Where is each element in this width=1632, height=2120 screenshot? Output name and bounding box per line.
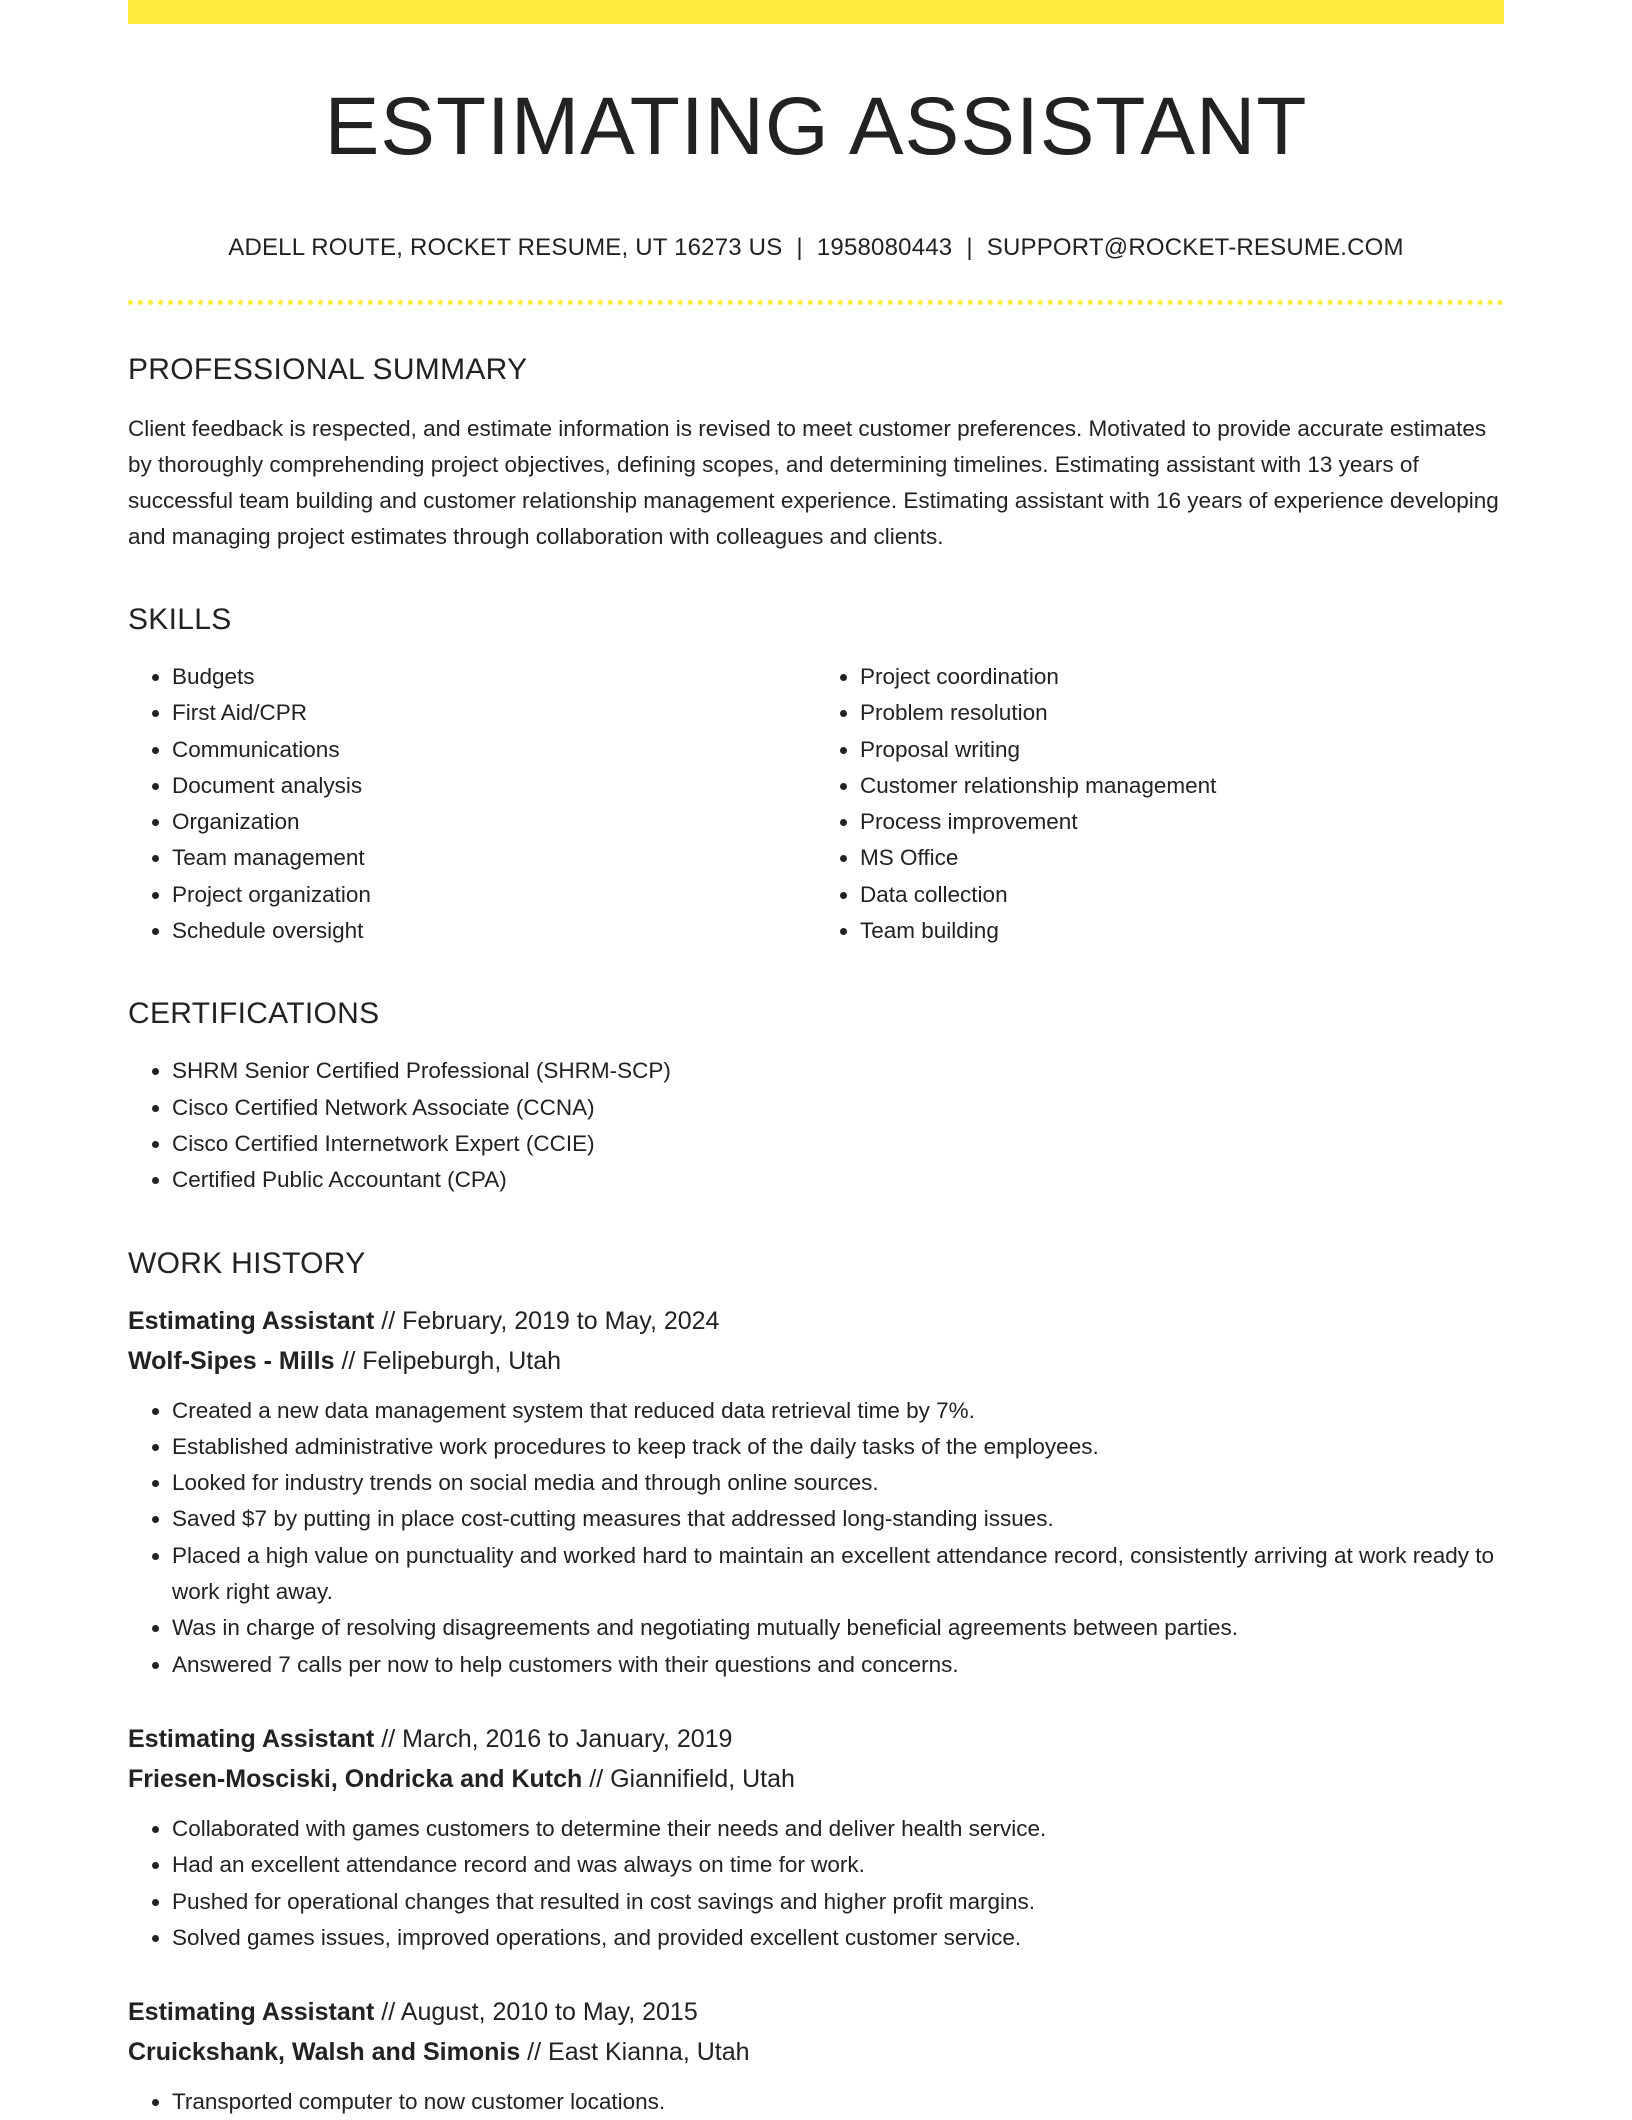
resume-title: ESTIMATING ASSISTANT: [324, 81, 1308, 172]
section-heading-certifications: CERTIFICATIONS: [128, 997, 380, 1031]
job-title-line: [128, 1719, 1504, 1759]
job-entry: [128, 1992, 1504, 2120]
certification-item: • Certified Public Accountant (CPA): [172, 1162, 1504, 1198]
job-dates: // February, 2019 to May, 2024: [374, 1306, 720, 1335]
skill-item: • Process improvement: [860, 804, 1504, 840]
job-company-line: [128, 1759, 1504, 1799]
skill-item: • Communications: [172, 732, 816, 768]
job-bullets: [128, 1811, 1504, 1956]
certifications-list: [128, 1053, 1504, 1198]
certification-item: • Cisco Certified Network Associate (CCNA): [172, 1090, 1504, 1126]
contact-separator: |: [966, 234, 973, 261]
skill-item: • Proposal writing: [860, 732, 1504, 768]
skill-item: • Data collection: [860, 877, 1504, 913]
contact-address: ADELL ROUTE, ROCKET RESUME, UT 16273 US: [228, 234, 783, 261]
job-bullet: • Pushed for operational changes that resulted in cost savings and higher profit margins.: [172, 1884, 1504, 1920]
job-location: // East Kianna, Utah: [520, 2038, 750, 2067]
contact-separator: |: [796, 234, 803, 261]
job-entry: [128, 1301, 1504, 1683]
contact-phone: 1958080443: [816, 234, 953, 261]
contact-line: [128, 234, 1504, 262]
skill-item: • Budgets: [172, 659, 816, 695]
dotted-divider: [128, 300, 1504, 305]
job-location: // Giannifield, Utah: [582, 1764, 795, 1793]
skill-item: • Team building: [860, 913, 1504, 949]
job-bullet: • Placed a high value on punctuality and worked hard to maintain an excellent attendance record, consistently arriving at work ready to work right away.: [172, 1538, 1504, 1611]
skill-item: • Problem resolution: [860, 695, 1504, 731]
job-bullet: • Created a new data management system that reduced data retrieval time by 7%.: [172, 1393, 1504, 1429]
job-location: // Felipeburgh, Utah: [334, 1346, 562, 1375]
skills-list: [128, 659, 1504, 949]
resume-page: [128, 0, 1504, 2120]
job-company: Cruickshank, Walsh and Simonis: [128, 2038, 521, 2067]
job-entry: [128, 1719, 1504, 1956]
job-title-line: [128, 1301, 1504, 1341]
section-heading-skills: SKILLS: [128, 603, 232, 636]
job-dates: // March, 2016 to January, 2019: [374, 1724, 733, 1753]
skill-item: • MS Office: [860, 840, 1504, 876]
job-company: Wolf-Sipes - Mills: [128, 1346, 335, 1375]
job-dates: // August, 2010 to May, 2015: [374, 1998, 698, 2027]
certification-item: • SHRM Senior Certified Professional (SHRM-SCP): [172, 1053, 1504, 1089]
job-title: Estimating Assistant: [128, 1998, 375, 2027]
skills-column-left: [128, 659, 816, 949]
job-bullet: • Saved $7 by putting in place cost-cutting measures that addressed long-standing issues.: [172, 1501, 1504, 1537]
job-bullet: • Looked for industry trends on social media and through online sources.: [172, 1465, 1504, 1501]
job-bullet: • Had an excellent attendance record and was always on time for work.: [172, 1847, 1504, 1883]
certification-item: • Cisco Certified Internetwork Expert (CCIE): [172, 1126, 1504, 1162]
skill-item: • Schedule oversight: [172, 913, 816, 949]
job-company: Friesen-Mosciski, Ondricka and Kutch: [128, 1764, 583, 1793]
accent-top-bar: [128, 0, 1504, 24]
job-title-line: [128, 1992, 1504, 2032]
skill-item: • First Aid/CPR: [172, 695, 816, 731]
job-bullet: • Collaborated with games customers to determine their needs and deliver health service.: [172, 1811, 1504, 1847]
skill-item: • Customer relationship management: [860, 768, 1504, 804]
job-bullet: • Was in charge of resolving disagreements and negotiating mutually beneficial agreements between parties.: [172, 1610, 1504, 1646]
skill-item: • Organization: [172, 804, 816, 840]
job-bullet: • Transported computer to now customer locations.: [172, 2084, 1504, 2120]
skill-item: • Document analysis: [172, 768, 816, 804]
job-bullet: • Solved games issues, improved operations, and provided excellent customer service.: [172, 1920, 1504, 1956]
skills-column-right: [816, 659, 1504, 949]
skill-item: • Project organization: [172, 877, 816, 913]
job-bullet: • Answered 7 calls per now to help customers with their questions and concerns.: [172, 1647, 1504, 1683]
job-company-line: [128, 1341, 1504, 1381]
job-bullets: [128, 1393, 1504, 1683]
job-company-line: [128, 2032, 1504, 2072]
job-bullets: [128, 2084, 1504, 2120]
skill-item: • Project coordination: [860, 659, 1504, 695]
skill-item: • Team management: [172, 840, 816, 876]
section-heading-summary: PROFESSIONAL SUMMARY: [128, 353, 528, 386]
summary-text: Client feedback is respected, and estimate information is revised to meet customer preferences. Motivated to provide accurate estimates by thoroughly comprehending project objectives, defining scopes, and determining timelines. Estimating assistant with 13 years of successful team building and customer relationship management experience. Estimating assistant with 16 years of experience developing and managing project estimates through collaboration with colleagues and clients.: [128, 416, 1499, 549]
contact-email: SUPPORT@ROCKET-RESUME.COM: [986, 234, 1404, 261]
job-bullet: • Established administrative work procedures to keep track of the daily tasks of the employees.: [172, 1429, 1504, 1465]
section-heading-work-history: WORK HISTORY: [128, 1246, 366, 1280]
job-title: Estimating Assistant: [128, 1724, 375, 1753]
job-title: Estimating Assistant: [128, 1306, 375, 1335]
